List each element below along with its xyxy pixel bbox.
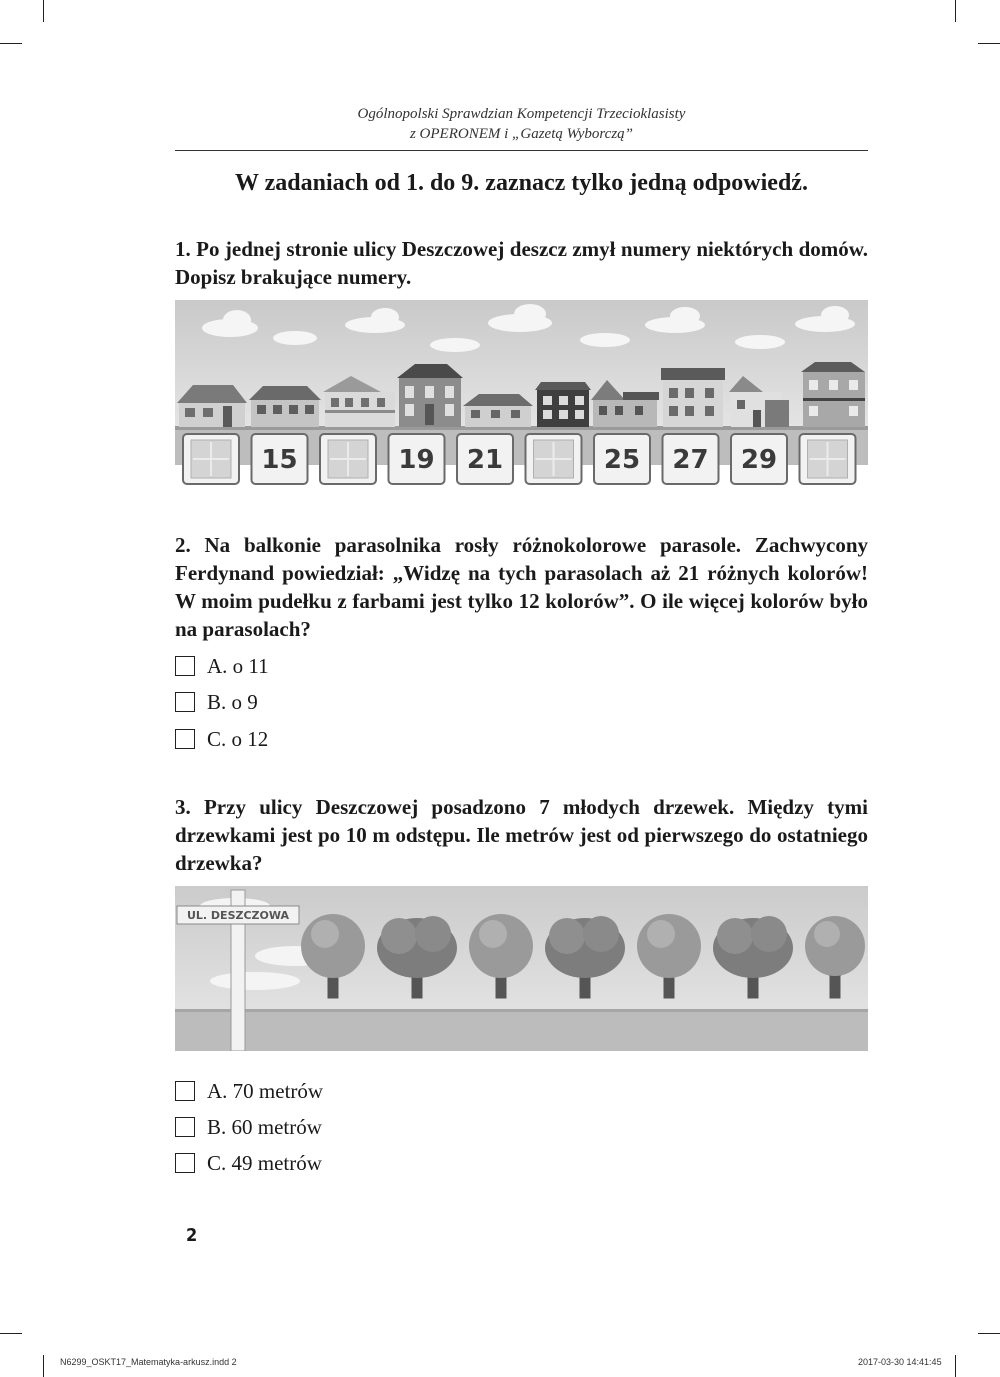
q2-option-a-label: A. o 11 [207,653,269,678]
page-number: 2 [186,1225,198,1246]
house-plate-number: 15 [261,445,298,475]
q3-option-a-checkbox[interactable] [175,1081,195,1101]
crop-mark [43,0,44,22]
q2-option-b-checkbox[interactable] [175,692,195,712]
house-plate-number: 19 [398,445,435,475]
q3-option-a[interactable] [175,1078,323,1104]
house-plate-15 [252,434,308,484]
q3-option-a-label: A. 70 metrów [207,1078,324,1103]
q3-option-c[interactable] [175,1150,322,1176]
q3-option-b[interactable] [175,1114,322,1140]
crop-mark [978,43,1000,44]
house-plate-number: 25 [603,445,641,475]
q3-option-c-label: C. 49 metrów [207,1150,322,1175]
house-plate-number: 27 [672,445,709,475]
q2-option-a[interactable] [175,653,269,679]
q2-option-a-checkbox[interactable] [175,656,195,676]
q2-option-c-checkbox[interactable] [175,729,195,749]
crop-mark [978,1333,1000,1334]
crop-mark [955,0,956,22]
q2-option-b-label: B. o 9 [207,689,258,714]
question-2-text: 2. Na balkonie parasolnika rosły różnokolorowe parasole. Zachwycony Ferdynand powiedział: „Widzę na tych parasolach aż 21 różnych kolorów! W moim pudełku z farbami jest tylko 12 kolorów”. O ile więcej kolorów było na parasolach? [175,533,868,641]
header-line-2: z OPERONEM i „Gazetą Wyborczą” [409,126,634,142]
footer-date: 2017-03-30 14:41:45 [858,1357,942,1367]
trees-illustration [175,886,868,1051]
house-plate-blank[interactable] [800,434,856,484]
crop-mark [955,1355,956,1377]
crop-mark [0,43,22,44]
house-plate-blank[interactable] [320,434,376,484]
q2-option-b[interactable] [175,689,258,715]
instruction: W zadaniach od 1. do 9. zaznacz tylko jedną odpowiedź. [235,170,808,196]
house-plate-25 [594,434,650,484]
header-rule [175,150,868,151]
house-plate-29 [731,434,787,484]
header-line-1: Ogólnopolski Sprawdzian Kompetencji Trzecioklasisty [357,106,686,122]
q3-option-b-label: B. 60 metrów [207,1114,322,1139]
running-header [175,104,868,144]
street-sign-text: UL. DESZCZOWA [186,909,290,922]
houses-illustration [175,300,868,490]
house-plate-27 [663,434,719,484]
house-plate-blank[interactable] [526,434,582,484]
house-plate-number: 29 [740,445,778,475]
crop-mark [0,1333,22,1334]
footer-file: N6299_OSKT17_Matematyka-arkusz.indd 2 [60,1357,237,1367]
q2-option-c-label: C. o 12 [207,726,269,751]
house-plate-blank[interactable] [183,434,239,484]
question-3-text: 3. Przy ulicy Deszczowej posadzono 7 młodych drzewek. Między tymi drzewkami jest po 10 m odstępu. Ile metrów jest od pierwszego do ostatniego drzewka? [175,795,868,875]
house-plate-21 [457,434,513,484]
q3-option-b-checkbox[interactable] [175,1117,195,1137]
house-plate-19 [389,434,445,484]
house-plate-number: 21 [466,445,504,475]
q2-option-c[interactable] [175,726,268,752]
crop-mark [43,1355,44,1377]
question-1-text: 1. Po jednej stronie ulicy Deszczowej deszcz zmył numery niektórych domów. Dopisz brakujące numery. [175,237,868,289]
q3-option-c-checkbox[interactable] [175,1153,195,1173]
